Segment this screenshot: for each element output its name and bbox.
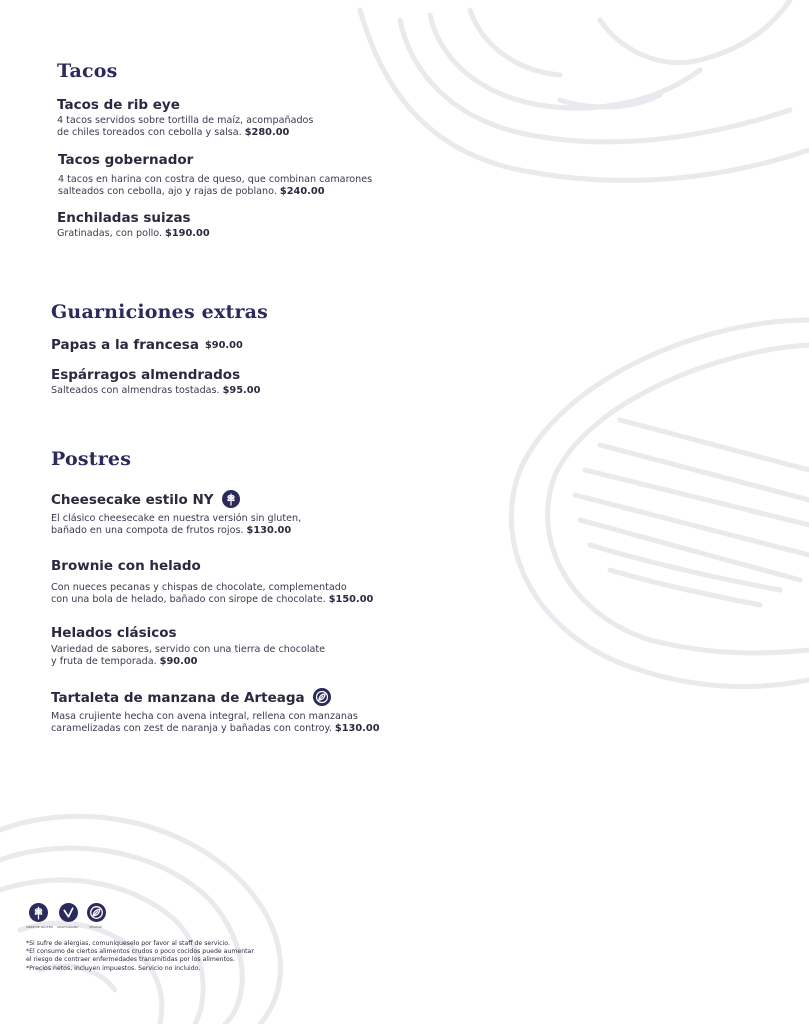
dish-description: Variedad de sabores, servido con una tierra de chocolate y fruta de temporada. $90.00	[51, 644, 326, 667]
dish-description: Salteados con almendras tostadas. $95.00	[51, 385, 261, 396]
dish-price: $95.00	[222, 385, 261, 396]
legend-label: VEGETARIANO	[57, 925, 79, 929]
dish-name: Papas a la francesa	[51, 337, 199, 353]
dish-price: $90.00	[204, 340, 243, 351]
dish-price: $240.00	[279, 185, 325, 197]
gluten-free-wheat-icon	[222, 490, 240, 508]
dish-description: El clásico cheesecake en nuestra versión sin gluten, bañado en una compota de frutos rojos. $130.00	[51, 513, 302, 536]
dish-name: Tartaleta de manzana de Arteaga	[51, 690, 305, 706]
dish-price: $280.00	[244, 126, 290, 138]
dish-name: Brownie con helado	[51, 558, 201, 574]
dish-name: Helados clásicos	[51, 625, 177, 641]
menu-item	[57, 97, 313, 138]
legend-label: VEGANO	[89, 925, 102, 929]
menu-item	[51, 490, 301, 536]
footnotes: *Si sufre de alergias, comuníqueselo por favor al staff de servicio. *El consumo de ciertos alimentos crudos o poco cocidos puede aumentar el riesgo de contraer enfermedades transmitidas por los alimentos. *Precios netos, incluyen impuestos. Servicio no incluido.	[26, 940, 254, 972]
dish-price: $90.00	[159, 655, 198, 667]
section-title-tacos: Tacos	[57, 60, 118, 82]
dish-name: Tacos gobernador	[58, 152, 194, 168]
menu-item	[51, 558, 373, 605]
dish-name: Cheesecake estilo NY	[51, 492, 214, 508]
dish-name: Tacos de rib eye	[57, 97, 180, 113]
dish-name: Enchiladas suizas	[57, 210, 191, 226]
legend-label: LIBRE DE GLUTEN	[26, 925, 53, 929]
gluten-free-wheat-icon	[29, 903, 48, 922]
menu-item	[51, 367, 260, 397]
dish-name: Espárragos almendrados	[51, 367, 241, 383]
menu-item	[51, 625, 325, 667]
dish-description: Con nueces pecanas y chispas de chocolate, complementado con una bola de helado, bañado con sirope de chocolate. $150.00	[51, 582, 374, 605]
dish-price: $150.00	[328, 593, 374, 605]
vegan-leaf-icon	[313, 688, 331, 706]
menu-item	[57, 210, 210, 240]
dish-description: Masa crujiente hecha con avena integral, rellena con manzanas caramelizadas con zest de naranja y bañadas con controy. $130.00	[51, 711, 380, 734]
vegan-leaf-icon	[87, 903, 106, 922]
dish-description: 4 tacos servidos sobre tortilla de maíz, acompañados de chiles toreados con cebolla y salsa. $280.00	[57, 115, 314, 138]
dish-price: $190.00	[165, 228, 210, 239]
menu-item	[51, 688, 380, 734]
vegetarian-check-icon	[59, 903, 78, 922]
menu-item	[51, 337, 243, 353]
dish-price: $130.00	[334, 722, 380, 734]
dish-description: Gratinadas, con pollo. $190.00	[57, 228, 210, 239]
dish-price: $130.00	[246, 524, 292, 536]
dish-description: 4 tacos en harina con costra de queso, que combinan camarones salteados con cebolla, ajo y rajas de poblano. $240.00	[58, 174, 373, 197]
section-title-guarniciones: Guarniciones extras	[51, 301, 269, 323]
menu-item	[58, 152, 372, 197]
section-title-postres: Postres	[51, 448, 132, 470]
